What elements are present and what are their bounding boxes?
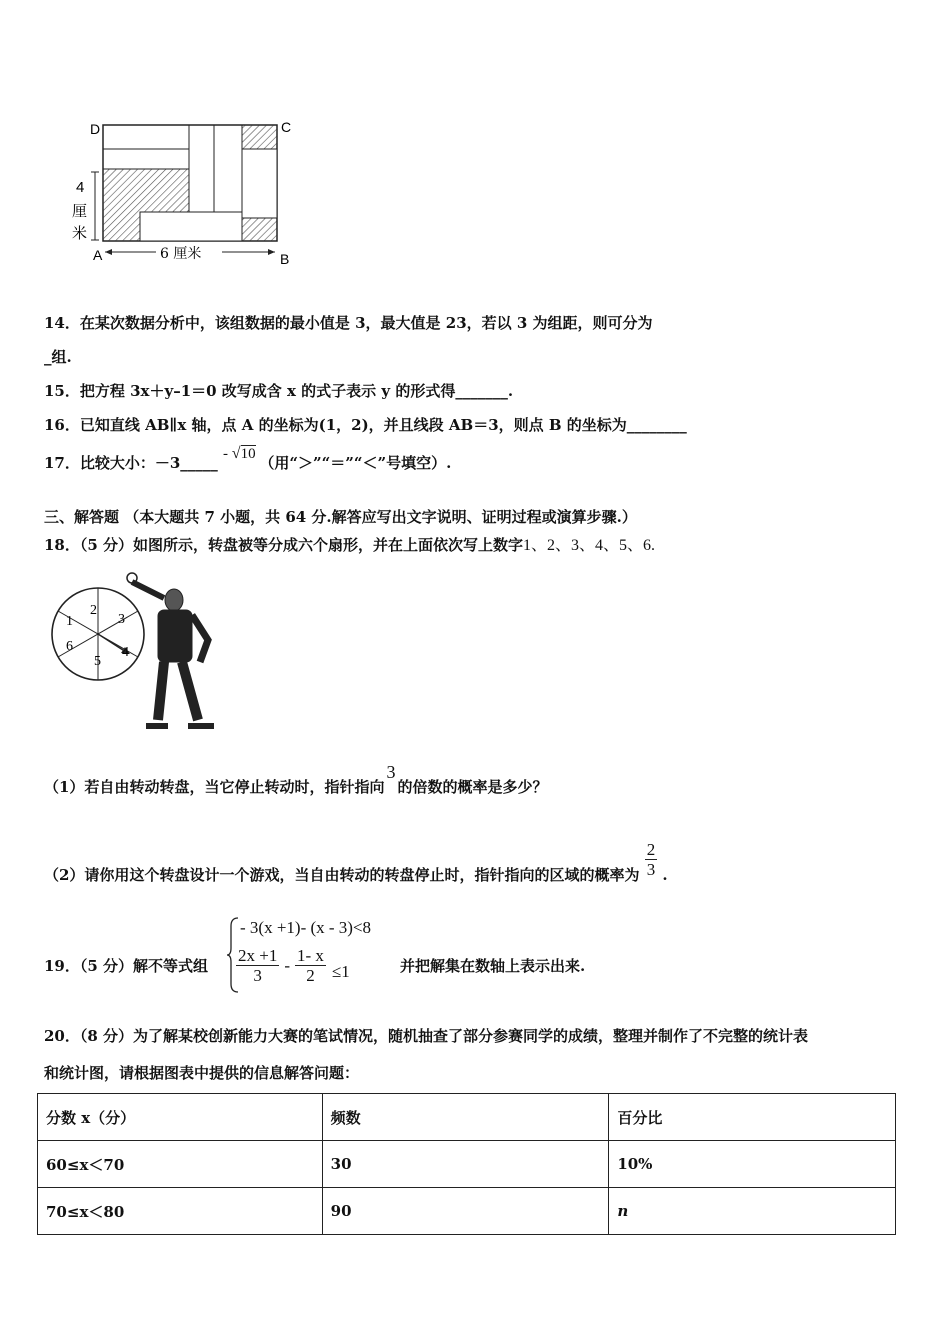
q19-frac1 [236, 946, 279, 985]
table-cell: 70≤x＜80 [38, 1188, 323, 1235]
q18-part1-prefix: （1）若自由转动转盘，当它停止转动时，指针指向 [44, 778, 385, 796]
q19-ineq2 [236, 946, 350, 985]
q16: 16．已知直线 AB∥x 轴，点 A 的坐标为(1，2)，并且线段 AB＝3，则点 B 的坐标为________ [44, 416, 687, 434]
q17-prefix: 17．比较大小：－3_____ [44, 454, 218, 472]
q18-part2-suffix: . [662, 865, 668, 884]
frac2-numerator: 1- x [297, 946, 324, 965]
q17-radicand: 10 [240, 446, 256, 462]
q18-part1 [44, 762, 548, 797]
wheel-num-5: 5 [94, 654, 101, 669]
table-cell: 30 [322, 1141, 609, 1188]
wheel-num-6: 6 [66, 639, 73, 654]
q17-neg: - [223, 446, 229, 462]
q18-part2-prefix: （2）请你用这个转盘设计一个游戏，当自由转动的转盘停止时，指针指向的区域的概率为 [44, 865, 640, 884]
height-label-4: 4 [76, 179, 85, 196]
q18-digits: 1、2、3、4、5、6. [523, 537, 656, 554]
q18-stem [44, 532, 655, 555]
table-header: 百分比 [609, 1094, 896, 1141]
q14-line1: 14．在某次数据分析中，该组数据的最小值是 3，最大值是 23，若以 3 为组距，则可分为 [44, 314, 653, 332]
q19-minus: - [284, 955, 291, 975]
rectangle-figure [60, 112, 320, 274]
q18-part2-fraction [645, 840, 658, 879]
q14-line2: _组. [44, 348, 72, 366]
person-illustration [127, 573, 214, 726]
height-label-li: 厘 [72, 202, 88, 220]
label-d: D [90, 121, 101, 137]
q19-suffix: 并把解集在数轴上表示出来. [400, 957, 586, 975]
table-cell: 60≤x＜70 [38, 1141, 323, 1188]
score-table [37, 1093, 896, 1235]
table-cell: 90 [322, 1188, 609, 1235]
height-label-mi: 米 [72, 224, 88, 242]
label-a: A [93, 247, 103, 263]
frac2-denominator: 2 [306, 966, 315, 985]
q18-part1-num: 3 [386, 762, 396, 782]
q20-line1: 20．（8 分）为了解某校创新能力大赛的笔试情况，随机抽查了部分参赛同学的成绩，整理并制作了不完整的统计表 [44, 1027, 809, 1045]
q17: 17．比较大小：－3_____ - √10 （用“＞”“＝”“＜”号填空）. [44, 445, 452, 472]
wheel-num-1: 1 [66, 614, 73, 629]
table-header: 频数 [322, 1094, 609, 1141]
table-cell: 10% [609, 1141, 896, 1188]
label-c: C [281, 119, 292, 135]
table-row [38, 1188, 896, 1235]
width-label: 6 厘米 [160, 246, 202, 262]
q20-line2: 和统计图，请根据图表中提供的信息解答问题： [44, 1064, 360, 1082]
label-b: B [280, 251, 290, 267]
q19-frac2 [295, 946, 326, 985]
table-header: 分数 x（分） [38, 1094, 323, 1141]
frac-numerator: 2 [646, 840, 656, 859]
wheel-num-2: 2 [90, 603, 97, 618]
frac-denominator: 3 [646, 860, 656, 879]
q15: 15．把方程 3x＋y–1＝0 改写成含 x 的式子表示 y 的形式得_______. [44, 382, 514, 400]
q19-rel: ≤1 [331, 961, 350, 981]
section3-heading: 三、解答题 （本大题共 7 小题，共 64 分.解答应写出文字说明、证明过程或演算步骤.） [44, 508, 637, 526]
q19-ineq1: - 3(x +1)- (x - 3)<8 [240, 918, 372, 937]
table-row [38, 1141, 896, 1188]
table-header-row [38, 1094, 896, 1141]
spinner-figure [46, 570, 226, 735]
q19-prefix: 19．（5 分）解不等式组 [44, 957, 209, 975]
q17-suffix: （用“＞”“＝”“＜”号填空）. [259, 454, 452, 472]
table-cell: n [609, 1188, 896, 1235]
frac1-numerator: 2x +1 [238, 946, 278, 965]
q18-part2 [44, 832, 668, 884]
q18-stem-text: 18．（5 分）如图所示，转盘被等分成六个扇形，并在上面依次写上数字 [44, 536, 524, 554]
wheel-num-4: 4 [122, 645, 129, 660]
frac1-denominator: 3 [253, 966, 262, 985]
wheel-num-3: 3 [118, 612, 125, 627]
q18-part1-suffix: 的倍数的概率是多少？ [397, 778, 548, 796]
